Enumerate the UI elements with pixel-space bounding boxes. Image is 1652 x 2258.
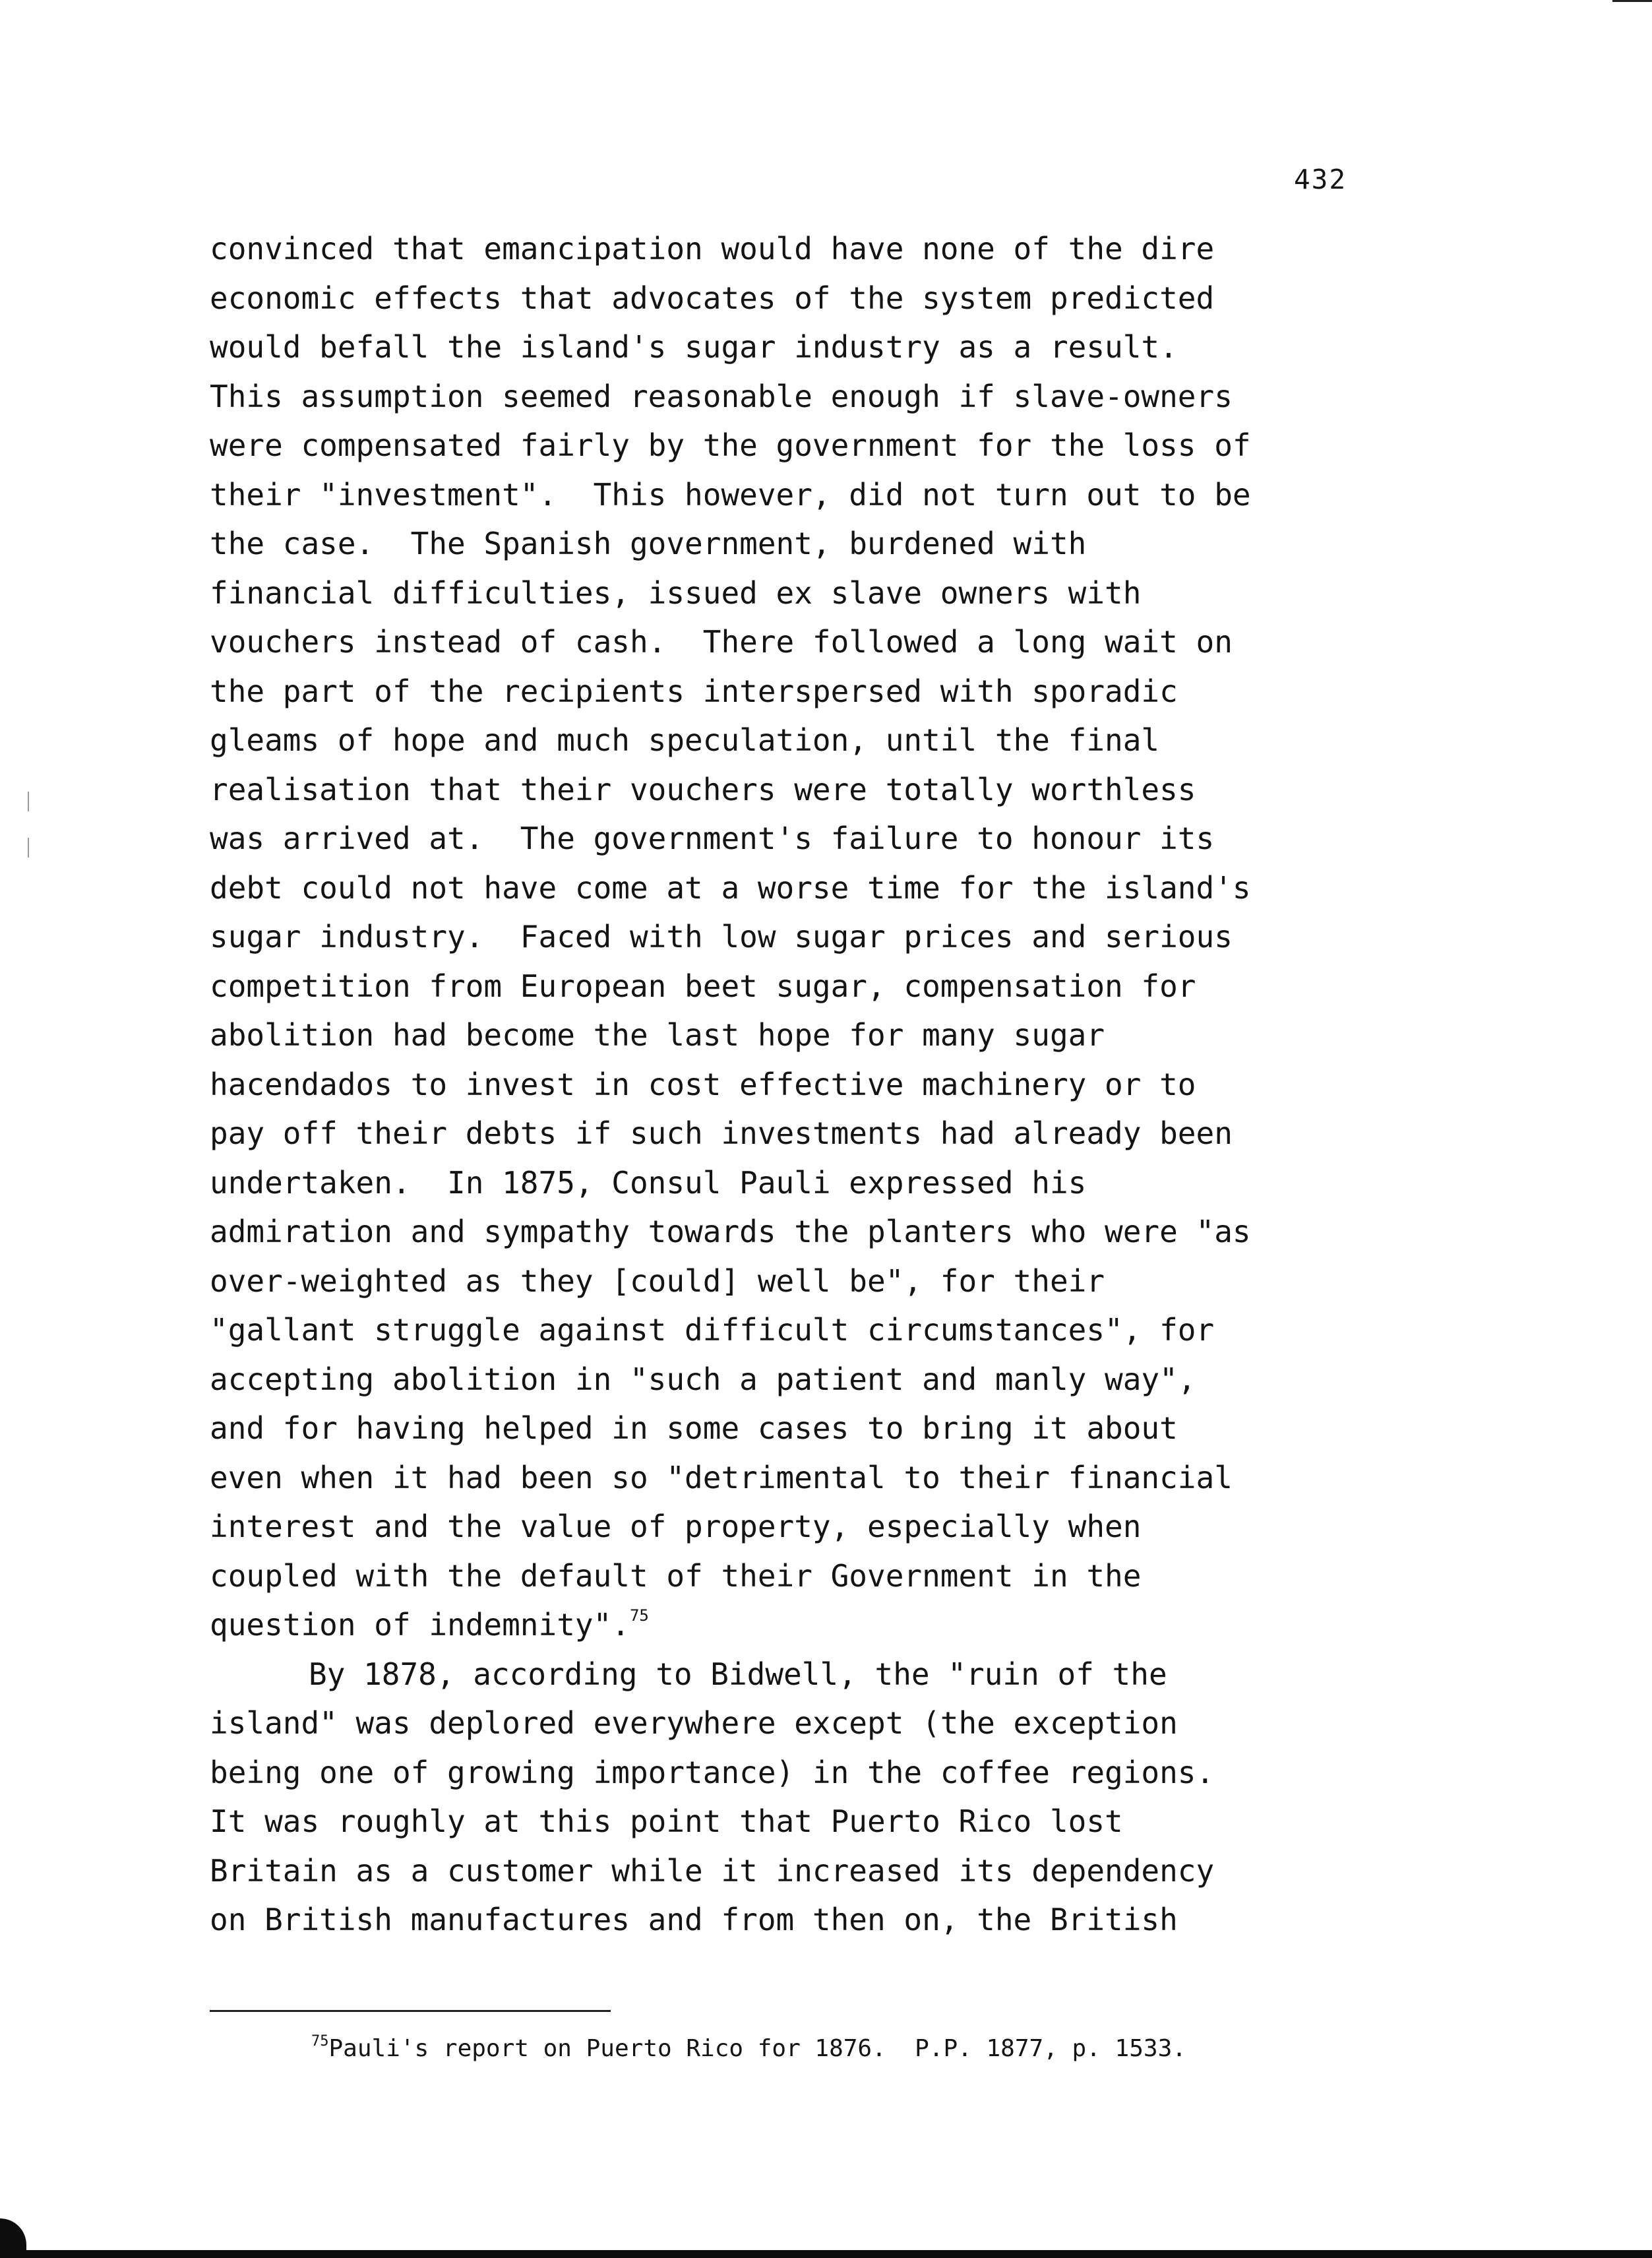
line-text: Britain as a customer while it increased its dependency [210,1852,1215,1889]
line-text: admiration and sympathy towards the planters who were "as [210,1214,1251,1249]
line-text: coupled with the default of their Government in the [210,1557,1142,1594]
line-text: was arrived at. The government's failure to honour its [210,821,1215,856]
text-line [210,716,1595,765]
text-line [210,1011,1595,1060]
line-text: "gallant struggle against difficult circumstances", for [210,1312,1215,1348]
text-line [210,224,1595,274]
line-text: island" was deplored everywhere except (the exception [210,1705,1178,1741]
body-text [210,224,1595,1945]
line-text: accepting abolition in "such a patient and manly way", [210,1361,1196,1397]
line-text: being one of growing importance) in the coffee regions. [210,1754,1215,1790]
text-line [210,1600,1595,1650]
text-line [210,1748,1595,1798]
line-text: debt could not have come at a worse time for the island's [210,869,1251,906]
text-line [210,323,1595,372]
text-line [210,1355,1595,1404]
text-line [210,667,1595,716]
text-line [210,372,1595,422]
text-line [210,1158,1595,1208]
line-text: sugar industry. Faced with low sugar prices and serious [210,919,1233,955]
text-line [210,1699,1595,1748]
line-text: question of indemnity". [210,1607,630,1643]
line-text: financial difficulties, issued ex slave owners with [210,575,1142,611]
line-text: hacendados to invest in cost effective machinery or to [210,1066,1196,1102]
text-line [210,617,1595,667]
paragraph-1 [210,224,1595,1650]
line-text: This assumption seemed reasonable enough if slave-owners [210,378,1233,414]
text-line [210,519,1595,569]
text-line [210,863,1595,913]
line-text: gleams of hope and much speculation, until the final [210,722,1160,758]
line-text: abolition had become the last hope for many sugar [210,1017,1105,1053]
line-text: on British manufactures and from then on, the British [210,1902,1178,1937]
text-line [210,421,1595,470]
line-text: economic effects that advocates of the system predicted [210,280,1215,316]
text-line [210,1552,1595,1601]
footnote [311,2035,1186,2062]
footnote-divider [210,2010,611,2012]
line-text: vouchers instead of cash. There followed a long wait on [210,624,1233,660]
footnote-reference[interactable]: 75 [629,1606,649,1625]
margin-mark [28,792,29,811]
text-line [210,1846,1595,1896]
text-line [210,1650,1595,1699]
scan-edge-mark [1612,0,1652,2]
text-line [210,1060,1595,1110]
line-text: would befall the island's sugar industry as a result. [210,329,1178,365]
line-text: their "investment". This however, did not turn out to be [210,476,1251,513]
line-text: convinced that emancipation would have none of the dire [210,231,1215,267]
text-line [210,569,1595,618]
text-line [210,962,1595,1011]
line-text: even when it had been so "detrimental to their financial [210,1459,1233,1495]
text-line [210,1305,1595,1355]
text-line [210,1257,1595,1306]
line-text: were compensated fairly by the government for the loss of [210,427,1251,463]
text-line [210,1453,1595,1503]
page-number: 432 [1294,164,1347,195]
text-line [210,1502,1595,1552]
footnote-text: Pauli's report on Puerto Rico for 1876. P.P. 1877, p. 1533. [328,2035,1186,2062]
scan-bottom-edge [0,2250,1652,2258]
line-text: realisation that their vouchers were totally worthless [210,771,1196,807]
text-line [210,1207,1595,1257]
line-text: over-weighted as they [could] well be", for their [210,1263,1105,1299]
text-line [210,274,1595,323]
line-text: and for having helped in some cases to bring it about [210,1410,1178,1446]
line-text: competition from European beet sugar, compensation for [210,968,1196,1004]
text-line [210,1895,1595,1945]
line-text: the case. The Spanish government, burdened with [210,526,1087,561]
footnote-mark: 75 [311,2033,329,2050]
line-text: It was roughly at this point that Puerto Rico lost [210,1803,1123,1839]
text-line [210,470,1595,520]
line-text: By 1878, according to Bidwell, the "ruin of the [309,1656,1167,1692]
scan-corner-shadow [0,2218,26,2258]
line-text: the part of the recipients interspersed with sporadic [210,673,1178,709]
text-line [210,1109,1595,1158]
text-line [210,765,1595,815]
text-line [210,912,1595,962]
line-text: undertaken. In 1875, Consul Pauli expressed his [210,1164,1087,1201]
text-line [210,1797,1595,1846]
text-line [210,814,1595,863]
line-text: pay off their debts if such investments had already been [210,1115,1233,1151]
text-line [210,1404,1595,1453]
paragraph-2 [210,1650,1595,1945]
margin-mark [28,838,29,858]
line-text: interest and the value of property, especially when [210,1509,1142,1544]
